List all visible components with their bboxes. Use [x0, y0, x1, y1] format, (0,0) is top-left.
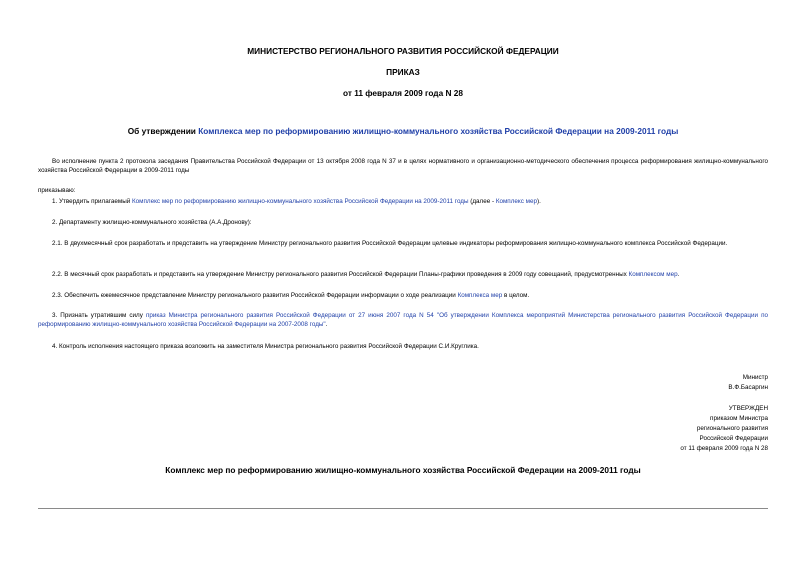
item-1-suffix: ). [536, 198, 541, 205]
subject-link[interactable]: Комплекса мер по реформированию жилищно-коммунального хозяйства Российской Федерации на 2009-2011 годы [198, 126, 679, 136]
approval-line-4: Российской Федерации [699, 435, 768, 442]
annex-title: Комплекс мер по реформированию жилищно-коммунального хозяйства Российской Федерации на 2009-2011 годы [165, 465, 641, 475]
doc-type-heading: ПРИКАЗ [386, 67, 420, 77]
subject-prefix: Об утверждении [127, 126, 199, 136]
approval-block [680, 404, 768, 454]
item-1-mid: (далее - [468, 198, 496, 205]
item-1-link[interactable]: Комплекс мер по реформированию жилищно-коммунального хозяйства Российской Федерации на 2009-2011 годы [132, 198, 469, 205]
item-2-paragraph: 2. Департаменту жилищно-коммунального хозяйства (А.А.Дронову): [52, 219, 252, 226]
item-3-link[interactable]: приказ Министра регионального развития Российской Федерации от 27 июня 2007 года N 54 "Об утверждении Комплекса мероприятий Министерства регионального развития Российской Федерации по реформированию жилищно-коммунального хозяйства Российской Федерации на 2007-2008 годы" [38, 312, 768, 329]
item-2-3-link[interactable]: Комплекса мер [457, 292, 503, 299]
item-4-paragraph: 4. Контроль исполнения настоящего приказа возложить на заместителя Министра регионального развития Российской Федерации С.И.Круглика. [52, 343, 479, 350]
date-number-heading: от 11 февраля 2009 года N 28 [342, 88, 464, 98]
item-2-3-prefix: 2.3. Обеспечить ежемесячное представление Министру регионального развития Российской Федерации информации о ходе реализации [52, 292, 458, 299]
approval-line-5: от 11 февраля 2009 года N 28 [680, 445, 768, 452]
item-2-3-suffix: в целом. [502, 292, 530, 299]
item-2-2-suffix: . [677, 271, 680, 278]
item-1-link-short[interactable]: Комплекс мер [495, 198, 537, 205]
approval-line-1: УТВЕРЖДЕН [728, 405, 768, 412]
signature-block [728, 373, 768, 393]
item-1-paragraph [38, 197, 768, 206]
item-2-3-paragraph [38, 291, 768, 300]
item-2-2-prefix: 2.2. В месячный срок разработать и представить на утверждение Министру регионального развития Российской Федерации Планы-графики проведения в 2009 году совещаний, предусмотренных [52, 271, 629, 278]
item-3-suffix: . [325, 321, 328, 329]
approval-line-3: регионального развития [696, 425, 768, 432]
item-2-1-paragraph: 2.1. В двухмесячный срок разработать и представить на утверждение Министру регионального развития Российской Федерации целевые индикаторы реформирования жилищно-коммунального комплекса Российской Федерации. [52, 240, 728, 247]
signature-name: В.Ф.Басаргин [728, 384, 768, 391]
order-word: приказываю: [38, 187, 76, 194]
item-2-2-paragraph [38, 270, 768, 279]
item-2-2-link[interactable]: Комплексом мер [628, 271, 678, 278]
item-1-prefix: 1. Утвердить прилагаемый [52, 198, 133, 205]
item-3-paragraph [38, 311, 768, 330]
approval-line-2: приказом Министра [710, 415, 768, 422]
item-3-prefix: 3. Признать утратившим силу [52, 312, 146, 319]
document-page [38, 0, 768, 571]
ministry-heading: МИНИСТЕРСТВО РЕГИОНАЛЬНОГО РАЗВИТИЯ РОССИЙСКОЙ ФЕДЕРАЦИИ [247, 46, 559, 56]
preamble-paragraph: Во исполнение пункта 2 протокола заседания Правительства Российской Федерации от 13 октября 2008 года N 37 и в целях нормативного и организационно-методического обеспечения процесса реформирования жилищно-коммунального хозяйства Российской Федерации в 2009-2011 годы [38, 158, 768, 175]
subject-heading [38, 126, 768, 136]
signature-title: Министр [742, 374, 768, 381]
divider-line [38, 508, 768, 509]
